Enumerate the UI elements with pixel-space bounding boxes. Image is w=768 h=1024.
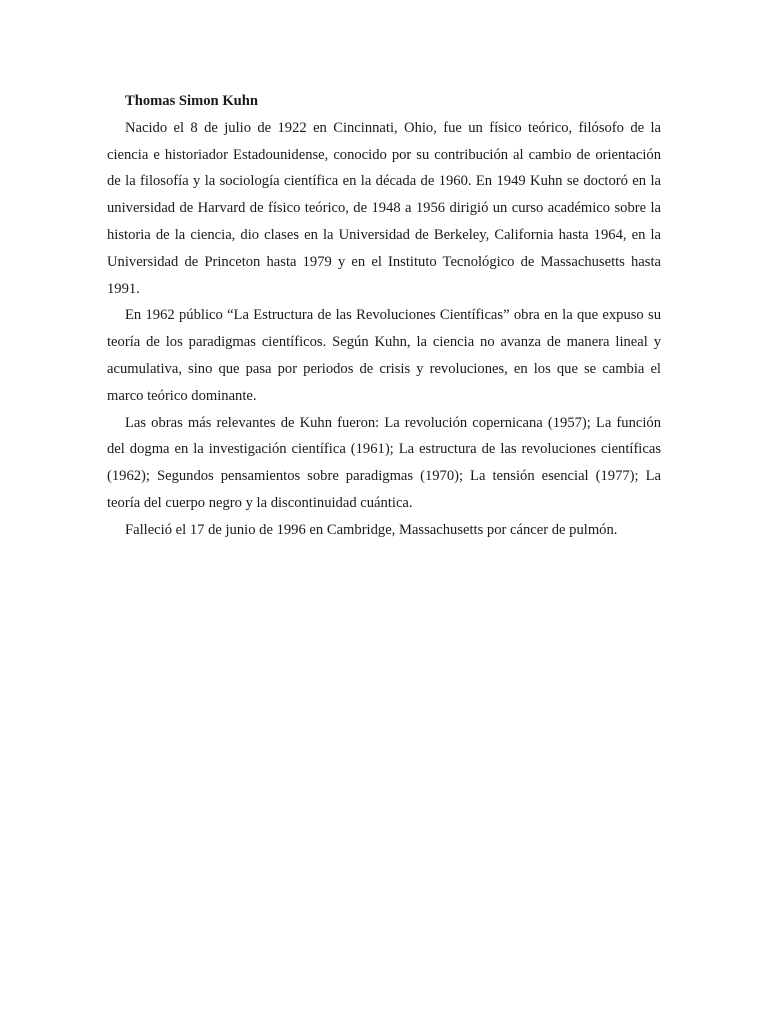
paragraph-paradigms: En 1962 público “La Estructura de las Revoluciones Científicas” obra en la que expuso su teoría de los paradigmas científicos. Según Kuhn, la ciencia no avanza de manera lineal y acumulativa, sino que pasa por periodos de crisis y revoluciones, en los que se cambia el marco teórico dominante.	[107, 307, 661, 404]
paragraph-death: Falleció el 17 de junio de 1996 en Cambridge, Massachusetts por cáncer de pulmón.	[125, 521, 618, 538]
paragraph-biography: Nacido el 8 de julio de 1922 en Cincinnati, Ohio, fue un físico teórico, filósofo de la ciencia e historiador Estadounidense, conocido por su contribución al cambio de orientación de la filosofía y la sociología científica en la década de 1960. En 1949 Kuhn se doctoró en la universidad de Harvard de físico teórico, de 1948 a 1956 dirigió un curso académico sobre la historia de la ciencia, dio clases en la Universidad de Berkeley, California hasta 1964, en la Universidad de Princeton hasta 1979 y en el Instituto Tecnológico de Massachusetts hasta 1991.	[107, 119, 661, 297]
paragraph-works: Las obras más relevantes de Kuhn fueron: La revolución copernicana (1957); La función del dogma en la investigación científica (1961); La estructura de las revoluciones científicas (1962); Segundos pensamientos sobre paradigmas (1970); La tensión esencial (1977); La teoría del cuerpo negro y la discontinuidad cuántica.	[107, 414, 661, 511]
document-title: Thomas Simon Kuhn	[125, 93, 259, 109]
document-page	[107, 88, 661, 544]
